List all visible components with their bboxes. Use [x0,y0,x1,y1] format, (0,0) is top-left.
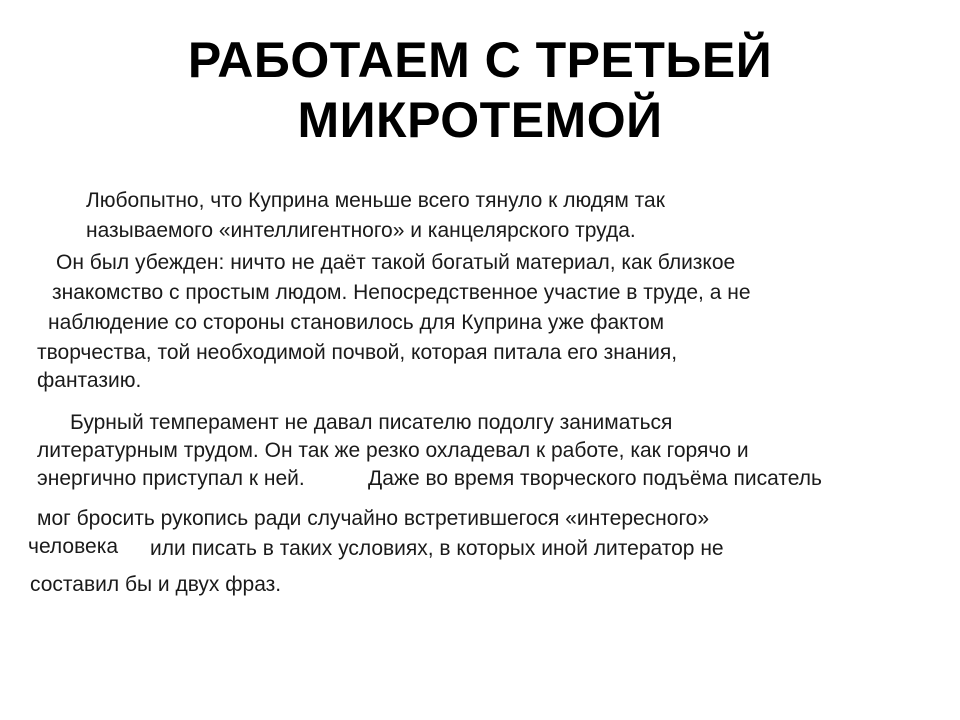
paragraph-1-line-7: фантазию. [37,369,142,392]
paragraph-1-line-4: знакомство с простым людом. Непосредственное участие в труде, а не [52,281,751,304]
paragraph-2-line-2: литературным трудом. Он так же резко охладевал к работе, как горячо и [37,439,749,462]
slide-title-line-1: РАБОТАЕМ С ТРЕТЬЕЙ [187,32,773,88]
paragraph-2-line-3b: Даже во время творческого подъёма писатель [368,467,822,490]
paragraph-1-line-6: творчества, той необходимой почвой, которая питала его знания, [37,341,678,364]
slide-title-line-2: МИКРОТЕМОЙ [297,92,663,148]
paragraph-1-line-5: наблюдение со стороны становилось для Куприна уже фактом [48,311,665,334]
paragraph-2-line-5b: или писать в таких условиях, в которых иной литератор не [150,537,724,560]
paragraph-2-line-6: составил бы и двух фраз. [30,573,282,596]
paragraph-2-line-5a: человека [28,535,119,558]
paragraph-1-line-1: Любопытно, что Куприна меньше всего тянуло к людям так [86,189,665,212]
paragraph-2-line-4: мог бросить рукопись ради случайно встретившегося «интересного» [37,507,710,530]
paragraph-1-line-2: называемого «интеллигентного» и канцелярского труда. [86,219,636,242]
paragraph-2-line-1: Бурный темперамент не давал писателю подолгу заниматься [70,411,673,434]
paragraph-1-line-3: Он был убежден: ничто не даёт такой богатый материал, как близкое [56,251,736,274]
paragraph-2-line-3: энергично приступал к ней. [37,467,305,490]
